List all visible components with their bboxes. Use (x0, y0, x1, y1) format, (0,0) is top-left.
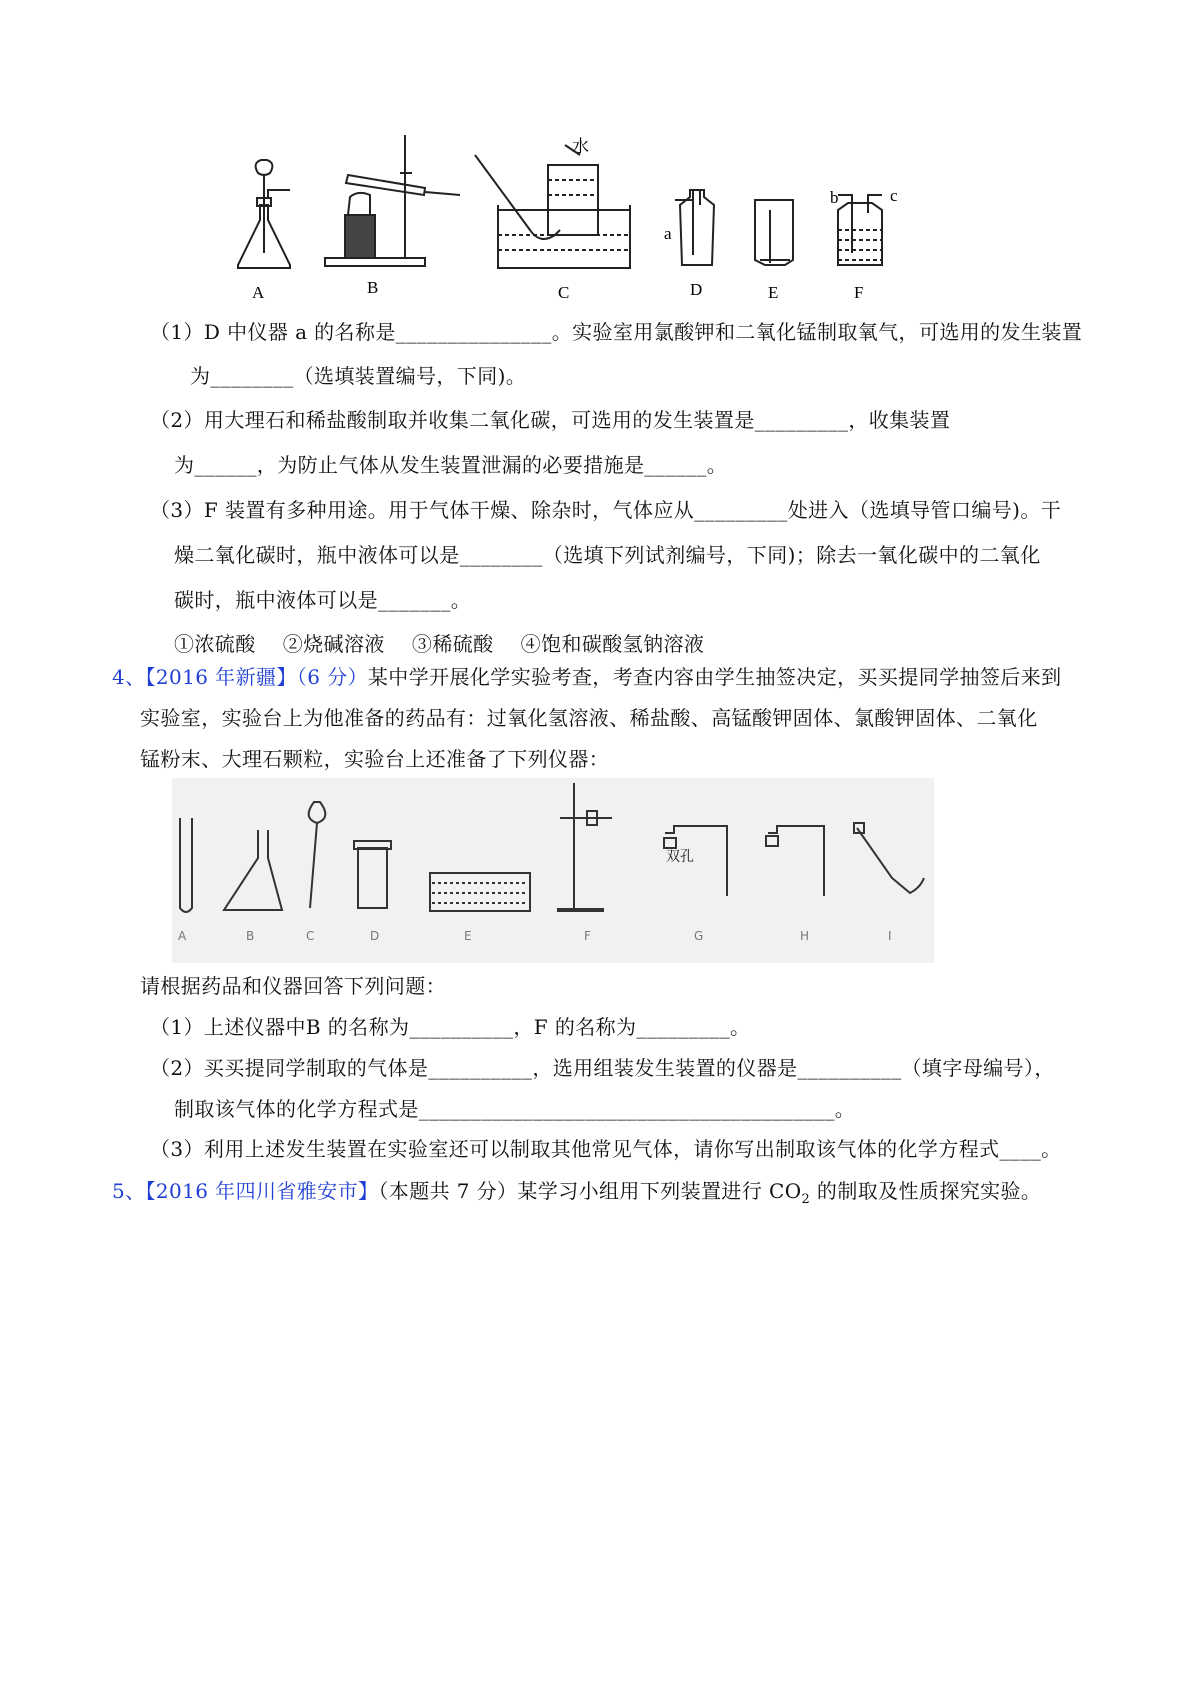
q4-intro-line3: 锰粉末、大理石颗粒，实验台上还准备了下列仪器： (140, 747, 610, 771)
q3-part3-line1: （3）F 装置有多种用途。用于气体干燥、除杂时，气体应从_________处进入（选填导管口编号)。干 (150, 498, 1062, 522)
q3-part3-line2: 燥二氧化碳时，瓶中液体可以是________（选填下列试剂编号，下同)；除去一氧化碳中的二氧化 (174, 543, 1041, 567)
fig2-label-h: H (800, 929, 810, 943)
apparatus-d-gas-bottle (675, 190, 714, 265)
q4-score: （6 分） (296, 665, 368, 689)
apparatus-a-conical-flask (238, 160, 290, 268)
double-hole-label: 双孔 (666, 849, 694, 865)
fig2-label-g: G (694, 929, 704, 943)
q4-header (112, 663, 1062, 691)
label-water: 水 (572, 137, 589, 156)
apparatus-e-gas-bottle (755, 200, 793, 265)
fig2-label-e: E (464, 929, 472, 943)
q3-part2-line2: 为______，为防止气体从发生装置泄漏的必要措施是______。 (174, 453, 728, 477)
fig2-label-a: A (178, 929, 187, 943)
q4-source: 【2016 年新疆】 (145, 665, 297, 689)
q5-source: 【2016 年四川省雅安市】 (145, 1179, 379, 1203)
label-b: B (367, 278, 379, 297)
fig2-label-f: F (584, 929, 591, 943)
label-port-b: b (830, 188, 839, 207)
q3-part3-line3: 碳时，瓶中液体可以是_______。 (174, 588, 472, 612)
q4-intro-line1: 某中学开展化学实验考查，考查内容由学生抽签决定，买买提同学抽签后来到 (367, 665, 1062, 689)
apparatus-figure-2 (172, 778, 934, 963)
fig2-label-b: B (246, 929, 255, 943)
apparatus-figure-1 (230, 135, 930, 325)
label-port-c: c (890, 186, 898, 205)
q4-prompt: 请根据药品和仪器回答下列问题： (140, 974, 446, 998)
apparatus-b-heating-setup (325, 135, 460, 266)
apparatus-f-wash-bottle (838, 195, 882, 265)
label-f: F (854, 283, 864, 302)
label-e: E (768, 283, 779, 302)
q5-text: （本题共 7 分）某学习小组用下列装置进行 CO (378, 1179, 802, 1203)
q4-question2-line2: 制取该气体的化学方程式是________________________________________。 (174, 1097, 856, 1121)
q5-text-end: 的制取及性质探究实验。 (810, 1179, 1042, 1203)
q5-subscript: 2 (801, 1192, 811, 1207)
q5-number: 5、 (112, 1179, 146, 1203)
fig2-label-i: I (888, 929, 892, 943)
q4-intro-line2: 实验室，实验台上为他准备的药品有：过氧化氢溶液、稀盐酸、高锰酸钾固体、氯酸钾固体、二氧化 (140, 706, 1038, 730)
label-a: A (252, 283, 265, 302)
q5-header (112, 1177, 1041, 1214)
label-port-a: a (664, 224, 672, 243)
q4-number: 4、 (112, 665, 146, 689)
q3-part1-line2: 为________（选填装置编号，下同)。 (190, 364, 527, 388)
q3-part2-line1: （2）用大理石和稀盐酸制取并收集二氧化碳，可选用的发生装置是_________，收集装置 (150, 408, 951, 432)
q3-part1-line1: （1）D 中仪器 a 的名称是_______________。实验室用氯酸钾和二氧化锰制取氧气，可选用的发生装置 (150, 320, 1083, 344)
q4-question3: （3）利用上述发生装置在实验室还可以制取其他常见气体，请你写出制取该气体的化学方程式____。 (150, 1137, 1062, 1161)
q4-question1: （1）上述仪器中B 的名称为__________，F 的名称为_________。 (150, 1015, 751, 1039)
q3-reagent-options: ①浓硫酸 ②烧碱溶液 ③稀硫酸 ④饱和碳酸氢钠溶液 (174, 632, 705, 656)
fig2-label-d: D (370, 929, 380, 943)
q4-question2-line1: （2）买买提同学制取的气体是__________，选用组装发生装置的仪器是__________（填字母编号）， (150, 1056, 1055, 1080)
apparatus-c-water-trough (475, 145, 630, 268)
fig2-label-c: C (306, 929, 315, 943)
label-d: D (690, 280, 703, 299)
label-c: C (558, 283, 570, 302)
